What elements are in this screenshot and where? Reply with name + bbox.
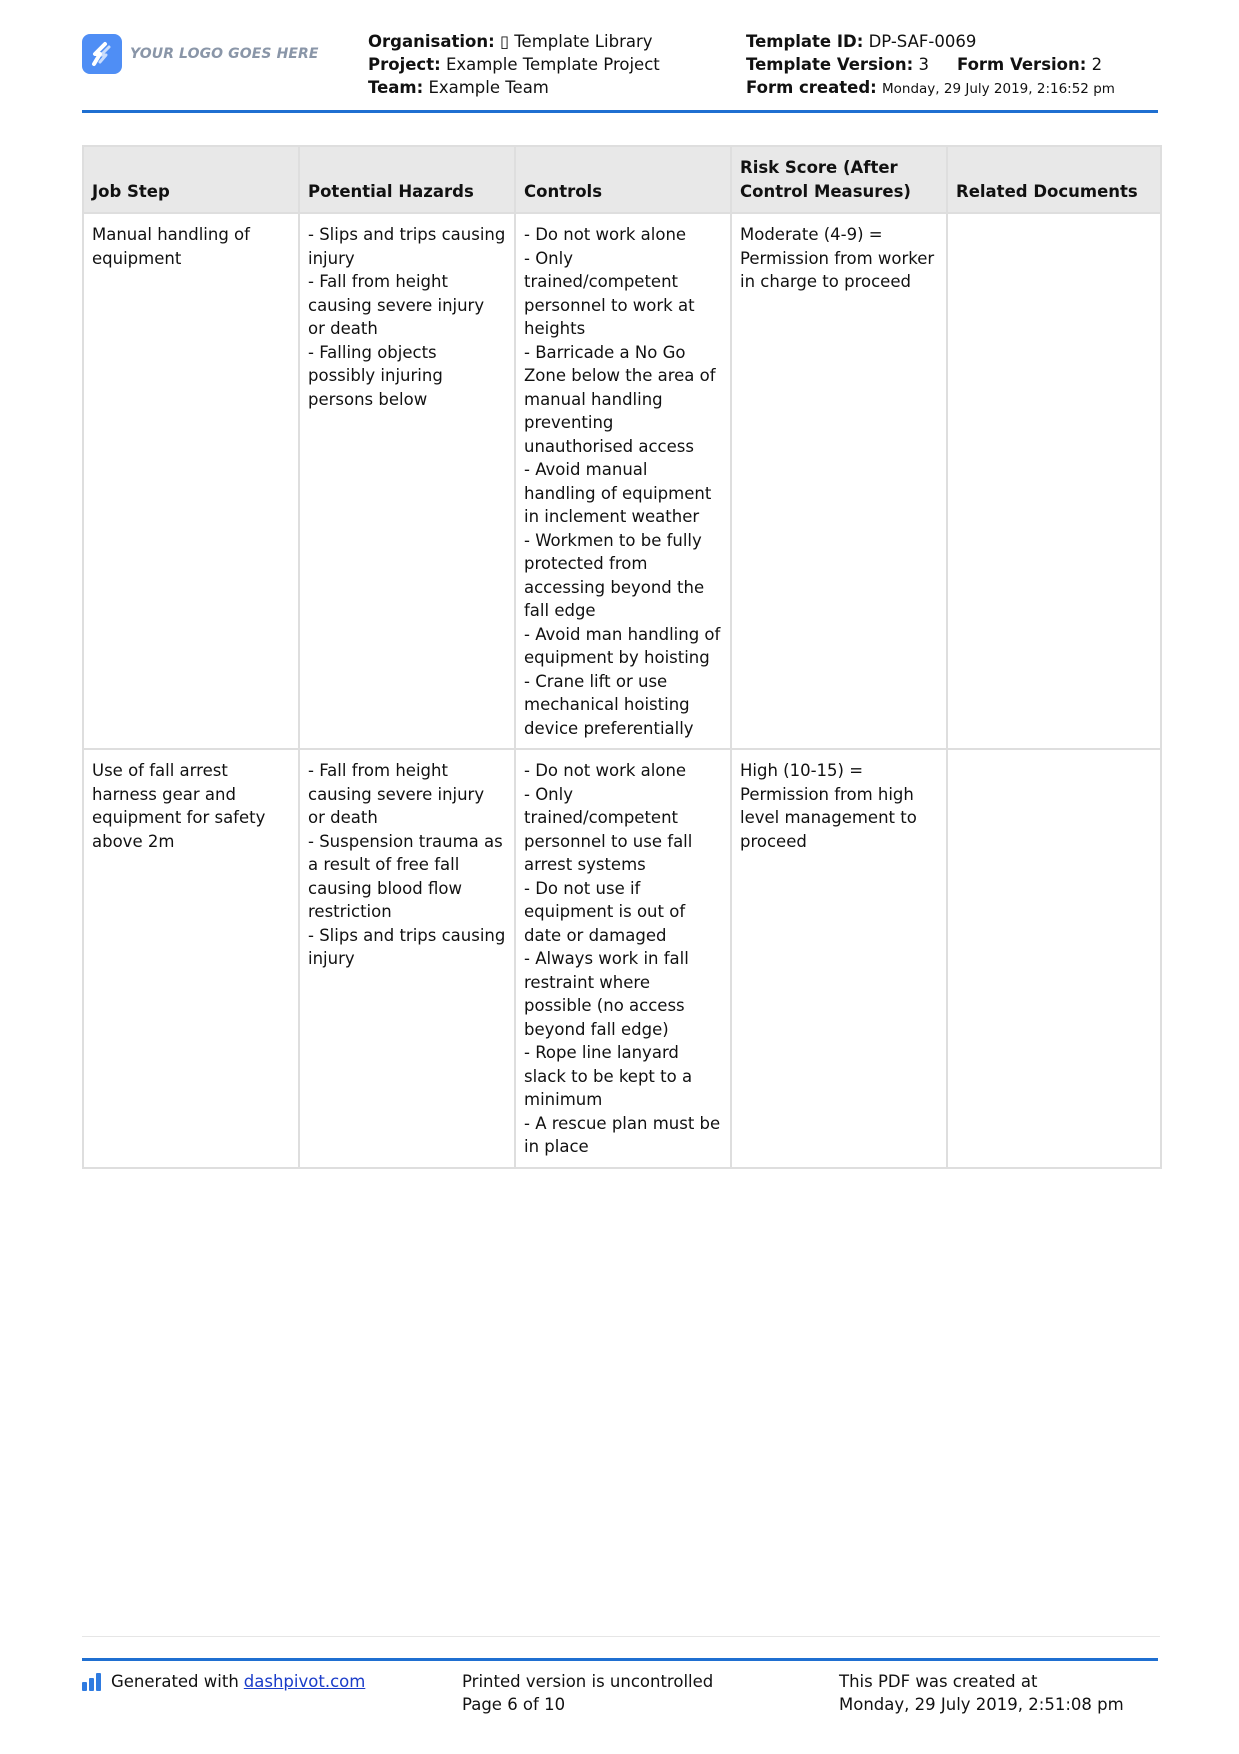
uncontrolled-note: Printed version is uncontrolled	[462, 1672, 714, 1691]
print-info	[462, 1670, 713, 1716]
project-line	[368, 53, 660, 76]
header-template-info	[746, 30, 1115, 101]
version-line	[746, 53, 1115, 76]
related-documents-cell	[947, 749, 1161, 1168]
controls-cell: - Do not work alone - Only trained/competent personnel to work at heights - Barricade a No Go Zone below the area of manual handling preventing unauthorised access - Avoid manual handling of equipment in inclement weather - Workmen to be fully protected from accessing beyond the fall edge - Avoid man handling of equipment by hoisting - Crane lift or use mechanical hoisting device preferentially	[515, 213, 731, 749]
controls-cell: - Do not work alone - Only trained/competent personnel to use fall arrest systems - Do not use if equipment is out of date or damaged - Always work in fall restraint where possible (no access beyond fall edge) - Rope line lanyard slack to be kept to a minimum - A rescue plan must be in place	[515, 749, 731, 1168]
footer-thin-divider	[82, 1636, 1160, 1637]
risk-score-cell: High (10-15) = Permission from high level management to proceed	[731, 749, 947, 1168]
generated-prefix: Generated with	[111, 1672, 239, 1691]
form-version-value: 2	[1091, 55, 1103, 74]
column-header-related-documents: Related Documents	[947, 146, 1161, 213]
hazards-cell: - Slips and trips causing injury - Fall from height causing severe injury or death - Falling objects possibly injuring persons below	[299, 213, 515, 749]
template-id-label: Template ID:	[746, 32, 864, 51]
table-row	[83, 213, 1161, 749]
project-value: Example Template Project	[445, 55, 660, 74]
page-footer	[82, 1670, 1160, 1730]
table-header-row	[83, 146, 1161, 213]
column-header-job-step: Job Step	[83, 146, 299, 213]
logo-text: YOUR LOGO GOES HERE	[130, 46, 319, 62]
job-step-cell: Use of fall arrest harness gear and equipment for safety above 2m	[83, 749, 299, 1168]
column-header-risk-score: Risk Score (After Control Measures)	[731, 146, 947, 213]
project-label: Project:	[368, 55, 441, 74]
pdf-created-value: Monday, 29 July 2019, 2:51:08 pm	[839, 1695, 1124, 1714]
dashpivot-bars-icon	[82, 1673, 103, 1691]
organisation-line	[368, 30, 660, 53]
organisation-label: Organisation:	[368, 32, 495, 51]
template-version-label: Template Version:	[746, 55, 914, 74]
pdf-created-info	[839, 1670, 1124, 1716]
risk-score-cell: Moderate (4-9) = Permission from worker in charge to proceed	[731, 213, 947, 749]
team-line	[368, 76, 660, 99]
organisation-value: ▯ Template Library	[499, 32, 653, 51]
form-created-value: Monday, 29 July 2019, 2:16:52 pm	[882, 81, 1115, 97]
page-header	[82, 28, 1158, 112]
column-header-controls: Controls	[515, 146, 731, 213]
related-documents-cell	[947, 213, 1161, 749]
form-created-label: Form created:	[746, 78, 877, 97]
page-number: Page 6 of 10	[462, 1695, 566, 1714]
template-version-value: 3	[918, 55, 929, 74]
dashpivot-link[interactable]: dashpivot.com	[243, 1672, 366, 1691]
table-row	[83, 749, 1161, 1168]
hazards-cell: - Fall from height causing severe injury or death - Suspension trauma as a result of free fall causing blood flow restriction - Slips and trips causing injury	[299, 749, 515, 1168]
team-label: Team:	[368, 78, 424, 97]
form-created-line	[746, 76, 1115, 101]
column-header-potential-hazards: Potential Hazards	[299, 146, 515, 213]
logo-mark-icon	[82, 34, 122, 74]
header-divider	[82, 110, 1158, 113]
generated-with	[82, 1670, 365, 1693]
footer-divider	[82, 1658, 1158, 1661]
template-id-value: DP-SAF-0069	[868, 32, 977, 51]
form-version-label: Form Version:	[956, 55, 1087, 74]
template-id-line	[746, 30, 1115, 53]
company-logo	[82, 34, 319, 74]
job-step-cell: Manual handling of equipment	[83, 213, 299, 749]
risk-assessment-table	[82, 145, 1162, 1169]
team-value: Example Team	[428, 78, 549, 97]
header-project-info	[368, 30, 660, 99]
pdf-created-label: This PDF was created at	[839, 1672, 1038, 1691]
